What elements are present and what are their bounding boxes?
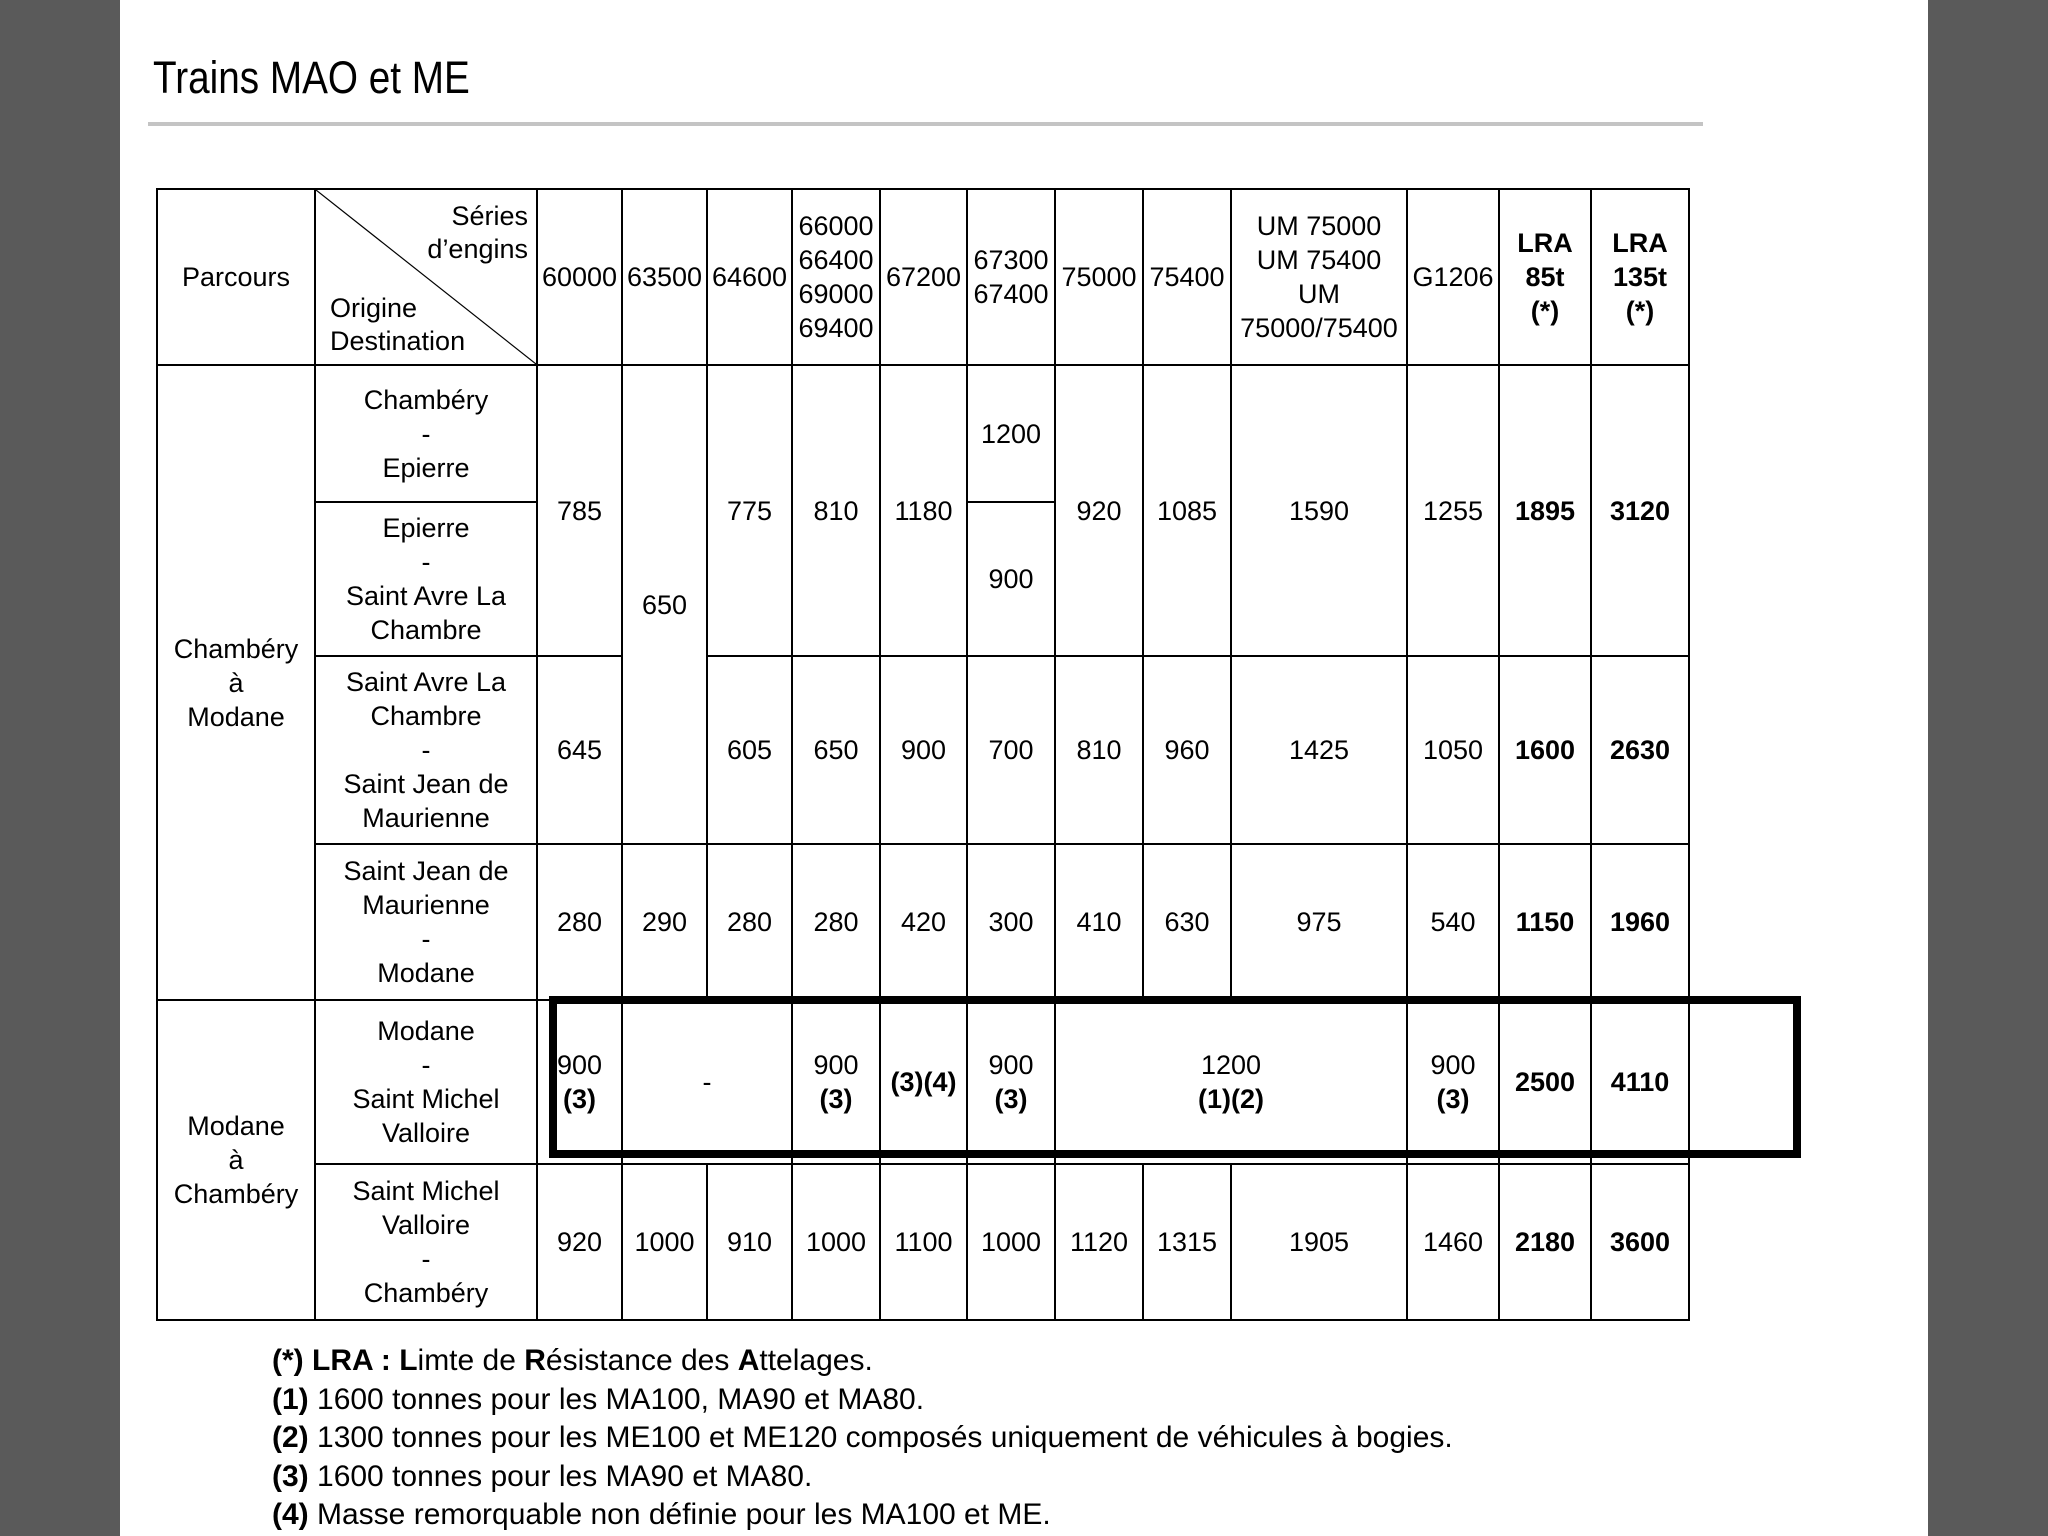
- cell-value: 280: [537, 844, 622, 1000]
- cell-value: -: [622, 1000, 792, 1164]
- note-lra: (*) LRA : Limte de Résistance des Attelages.: [272, 1344, 873, 1377]
- cell-value: 605: [707, 656, 792, 844]
- table-row: [157, 1164, 1689, 1320]
- cell-value: 290: [622, 844, 707, 1000]
- cell-value: 900 (3): [792, 1000, 880, 1164]
- cell-value: 1200: [967, 365, 1055, 502]
- cell-value: 1150: [1499, 844, 1591, 1000]
- col-header-um: UM 75000 UM 75400 UM 75000/75400: [1231, 189, 1407, 365]
- cell-value: 785: [537, 365, 622, 656]
- cell-value: 1180: [880, 365, 967, 656]
- cell-value: 1600: [1499, 656, 1591, 844]
- cell-value: 810: [792, 365, 880, 656]
- segment-epierre-saint-avre: Epierre - Saint Avre La Chambre: [315, 502, 537, 656]
- cell-value: 1100: [880, 1164, 967, 1320]
- diag-top-label: Séries d’engins: [427, 201, 528, 264]
- table-row: [157, 365, 1689, 502]
- cell-value: 900: [880, 656, 967, 844]
- note-3: (3) 1600 tonnes pour les MA90 et MA80.: [272, 1459, 813, 1493]
- cell-value: 1425: [1231, 656, 1407, 844]
- cell-value: 1905: [1231, 1164, 1407, 1320]
- cell-value: 650: [792, 656, 880, 844]
- cell-value: 810: [1055, 656, 1143, 844]
- cell-value: 775: [707, 365, 792, 656]
- cell-value: 650: [622, 365, 707, 844]
- diag-bottom-label: Origine Destination: [330, 293, 466, 356]
- col-header-75000: 75000: [1055, 189, 1143, 365]
- cell-value: 3600: [1591, 1164, 1689, 1320]
- header-row: [157, 189, 1689, 365]
- cell-value: 300: [967, 844, 1055, 1000]
- cell-value: 1085: [1143, 365, 1231, 656]
- cell-value: 700: [967, 656, 1055, 844]
- segment-saint-avre-saint-jean: Saint Avre La Chambre - Saint Jean de Maurienne: [315, 656, 537, 844]
- note-4: (4) Masse remorquable non définie pour les MA100 et ME.: [272, 1498, 1051, 1531]
- cell-value: 410: [1055, 844, 1143, 1000]
- col-header-63500: 63500: [622, 189, 707, 365]
- cell-value: 920: [1055, 365, 1143, 656]
- cell-value: 4110: [1591, 1000, 1689, 1164]
- cell-value: 910: [707, 1164, 792, 1320]
- table-row: [157, 656, 1689, 844]
- col-header-64600: 64600: [707, 189, 792, 365]
- cell-value: 2500: [1499, 1000, 1591, 1164]
- col-header-67300: 67300 67400: [967, 189, 1055, 365]
- cell-value: 975: [1231, 844, 1407, 1000]
- note-2: (2) 1300 tonnes pour les ME100 et ME120 composés uniquement de véhicules à bogies.: [272, 1421, 1453, 1454]
- cell-value: 1120: [1055, 1164, 1143, 1320]
- cell-value: 900 (3): [967, 1000, 1055, 1164]
- cell-value: 920: [537, 1164, 622, 1320]
- cell-value: 1000: [967, 1164, 1055, 1320]
- table-row: [157, 844, 1689, 1000]
- col-header-lra-135t: LRA 135t (*): [1591, 189, 1689, 365]
- cell-value: 1050: [1407, 656, 1499, 844]
- col-header-67200: 67200: [880, 189, 967, 365]
- cell-value: 900: [967, 502, 1055, 656]
- footnotes: [272, 1342, 1453, 1535]
- cell-value: 2180: [1499, 1164, 1591, 1320]
- cell-value: 2630: [1591, 656, 1689, 844]
- cell-value: 280: [707, 844, 792, 1000]
- group-chambery-modane: Chambéry à Modane: [157, 365, 315, 1000]
- cell-value: 900 (3): [537, 1000, 622, 1164]
- cell-value: 540: [1407, 844, 1499, 1000]
- col-header-66000: 66000 66400 69000 69400: [792, 189, 880, 365]
- segment-saint-jean-modane: Saint Jean de Maurienne - Modane: [315, 844, 537, 1000]
- header-diagonal-cell: [315, 189, 537, 365]
- cell-value: 900 (3): [1407, 1000, 1499, 1164]
- cell-value: 645: [537, 656, 622, 844]
- cell-value: 1895: [1499, 365, 1591, 656]
- cell-value: 1590: [1231, 365, 1407, 656]
- cell-value: 1000: [792, 1164, 880, 1320]
- cell-value: 1200 (1)(2): [1055, 1000, 1407, 1164]
- cell-value: 960: [1143, 656, 1231, 844]
- col-header-60000: 60000: [537, 189, 622, 365]
- cell-value: 280: [792, 844, 880, 1000]
- cell-value: 1255: [1407, 365, 1499, 656]
- page-title: Trains MAO et ME: [153, 52, 470, 103]
- col-header-g1206: G1206: [1407, 189, 1499, 365]
- cell-value: 1315: [1143, 1164, 1231, 1320]
- segment-modane-saint-michel: Modane - Saint Michel Valloire: [315, 1000, 537, 1164]
- cell-value: 630: [1143, 844, 1231, 1000]
- title-divider: [148, 122, 1703, 126]
- cell-value: 3120: [1591, 365, 1689, 656]
- header-parcours: Parcours: [157, 189, 315, 365]
- cell-value: 1960: [1591, 844, 1689, 1000]
- tonnage-table: [156, 188, 1690, 1321]
- cell-value: 1460: [1407, 1164, 1499, 1320]
- note-1: (1) 1600 tonnes pour les MA100, MA90 et MA80.: [272, 1382, 925, 1416]
- col-header-75400: 75400: [1143, 189, 1231, 365]
- group-modane-chambery: Modane à Chambéry: [157, 1000, 315, 1320]
- cell-value: 1000: [622, 1164, 707, 1320]
- col-header-lra-85t: LRA 85t (*): [1499, 189, 1591, 365]
- table-row: [157, 1000, 1689, 1164]
- segment-saint-michel-chambery: Saint Michel Valloire - Chambéry: [315, 1164, 537, 1320]
- cell-value: 420: [880, 844, 967, 1000]
- segment-chambery-epierre: Chambéry - Epierre: [315, 365, 537, 502]
- cell-value: (3)(4): [880, 1000, 967, 1164]
